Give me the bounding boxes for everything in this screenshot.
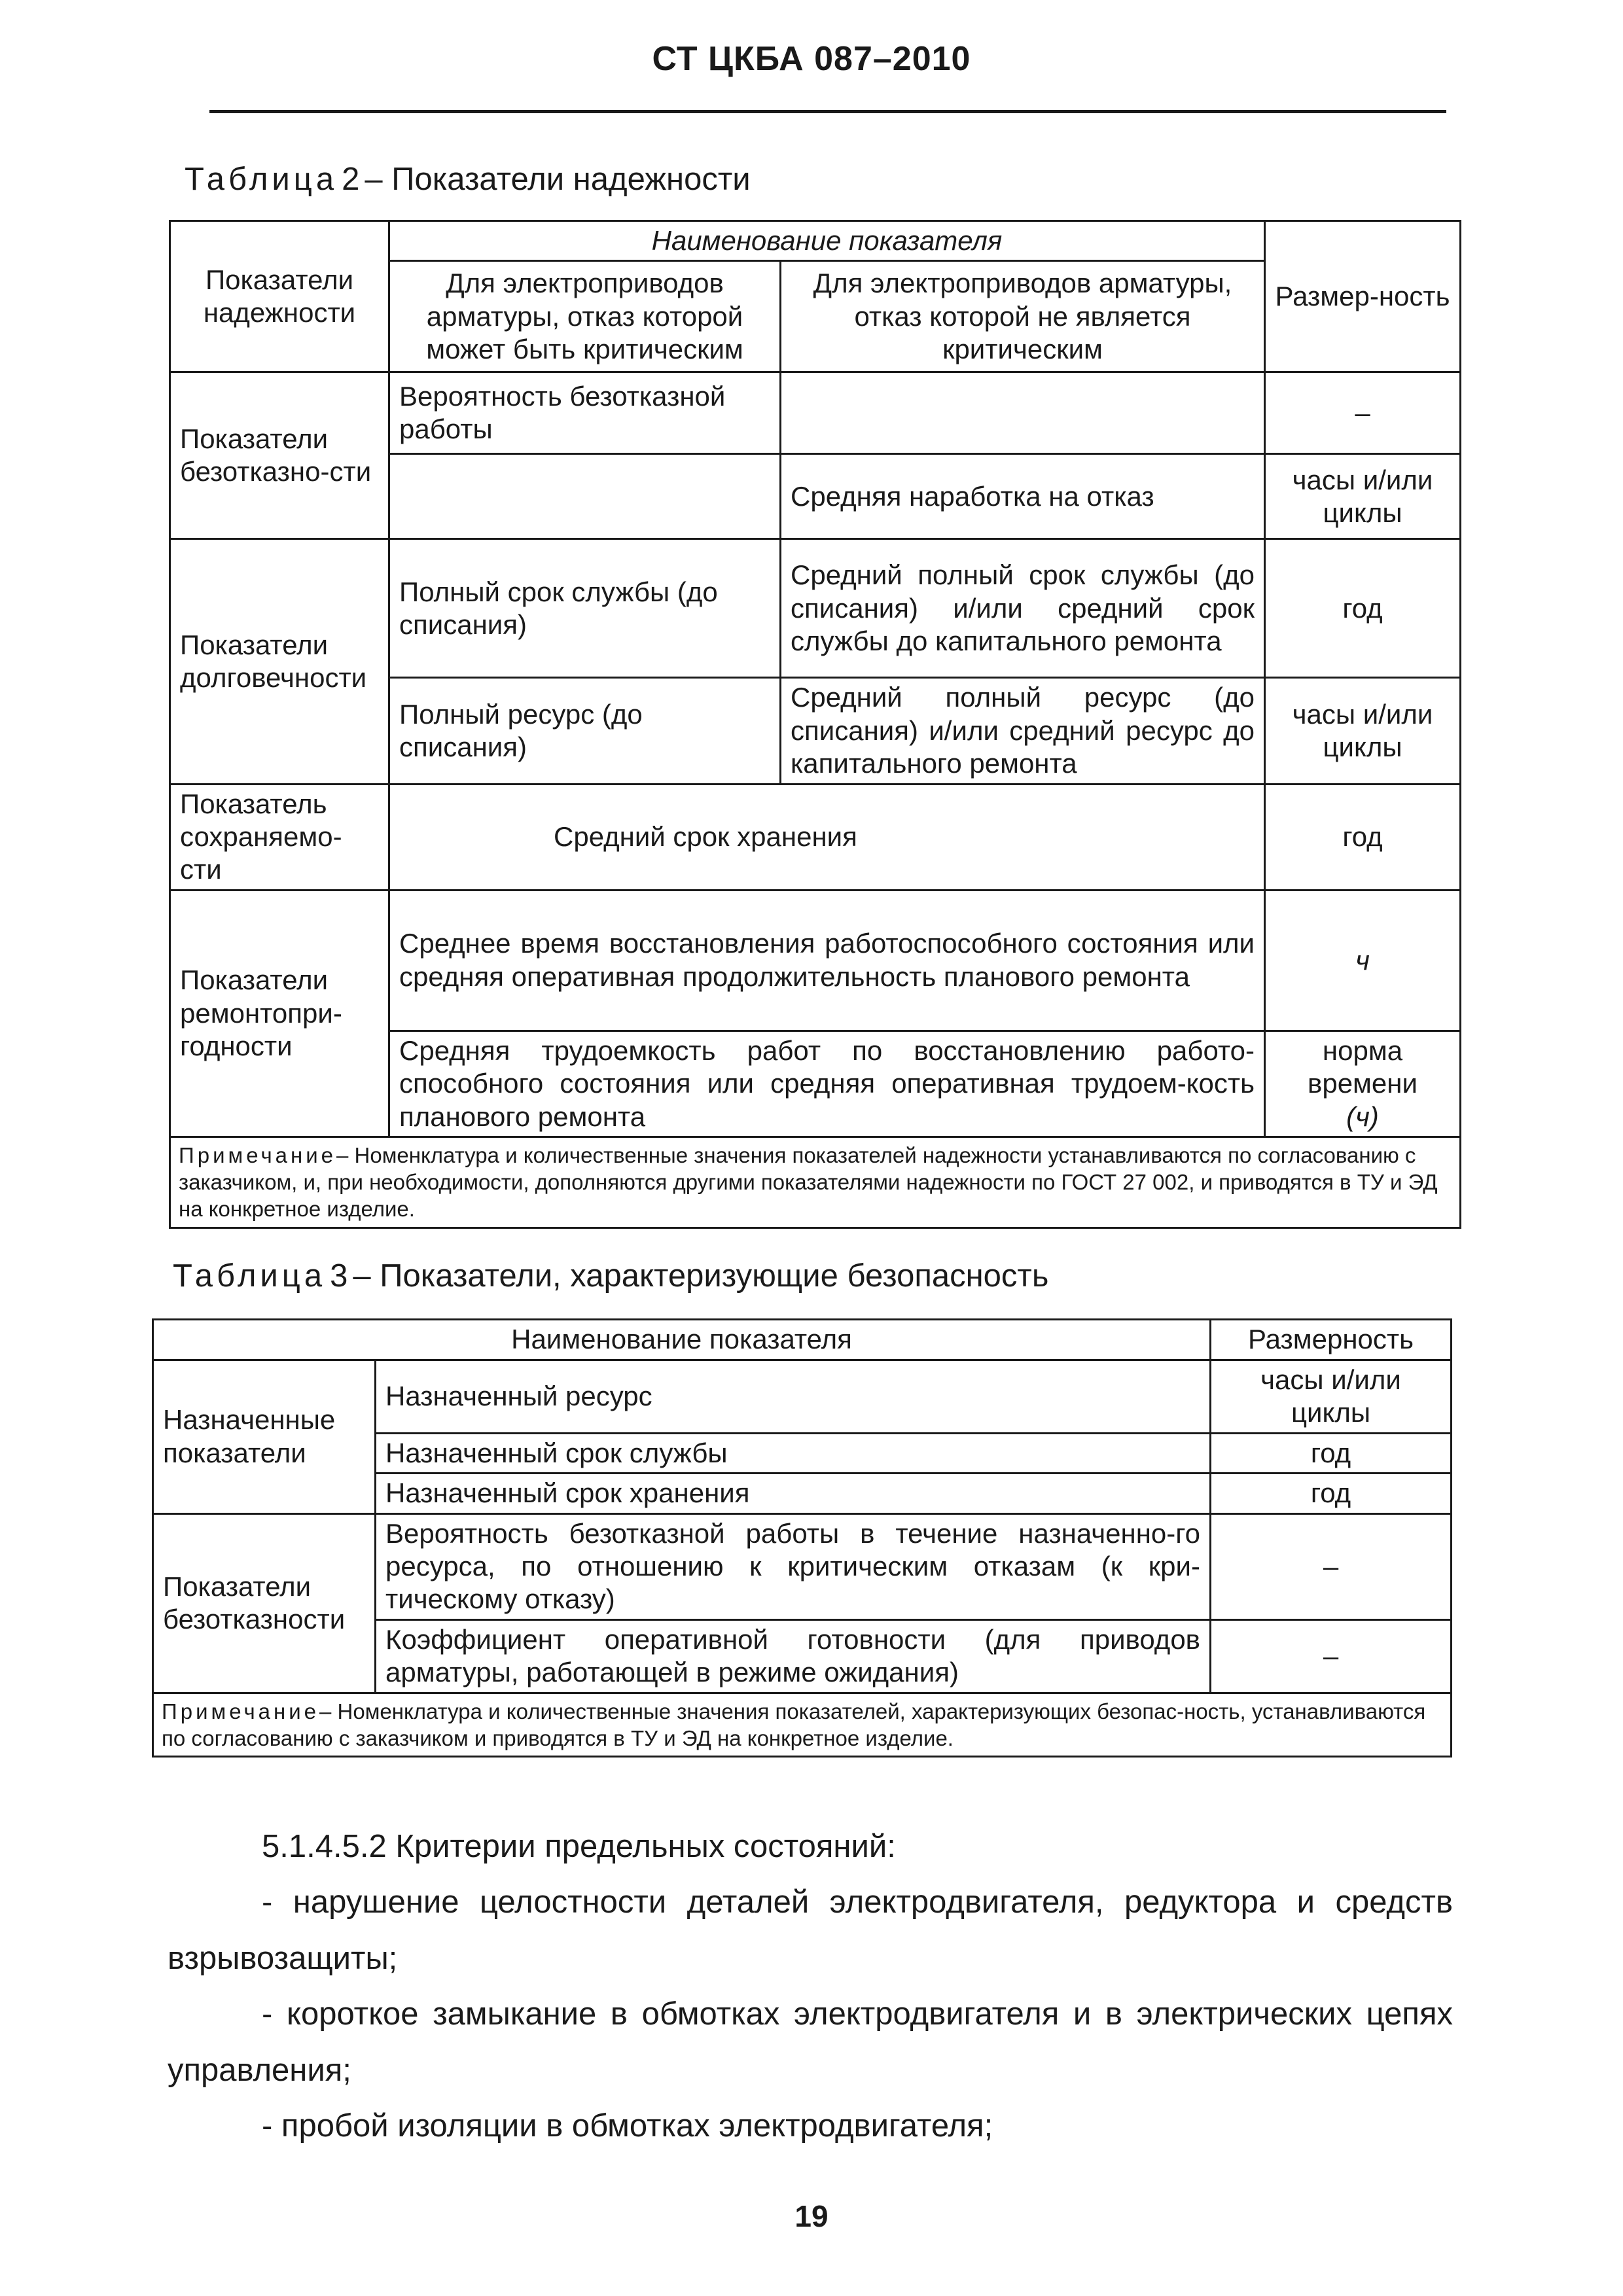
t2-note-text: – Номенклатура и количественные значения показателей надежности устанавливаются по согласованию с заказчиком, и, при необходимости, дополняются другими показателями надежности по ГОСТ 27 002, и приводятся в ТУ и ЭД на конкретное изделие. [179,1142,1438,1222]
table3-caption [173,1258,1048,1294]
criteria-item-3: - пробой изоляции в обмотках электродвигателя; [262,2108,993,2144]
t3-note-text: – Номенклатура и количественные значения показателей, характеризующих безопас-ность, устанавливаются по согласованию с заказчиком и приводятся в ТУ и ЭД на конкретное изделие. [162,1699,1426,1750]
t2-cell-dimension: год [1265,539,1461,678]
t2-row-label-durability: Показатели долговечности [170,539,389,784]
t2-cell: Среднее время восстановления работоспособного состояния или средняя оперативная продолжительность планового ремонта [389,890,1265,1031]
t2-row-label-maintainability: Показатели ремонтопри-годности [170,890,389,1137]
t2-cell: Средний срок хранения [389,784,1265,890]
t2-header-indicators: Показатели надежности [170,221,389,372]
t3-cell: Назначенный ресурс [376,1360,1211,1434]
t2-norm-time-unit: (ч) [1346,1101,1379,1132]
t3-cell: Коэффициент оперативной готовности (для приводов арматуры, работающей в режиме ожидания) [376,1619,1211,1693]
t2-cell: Полный срок службы (до списания) [389,539,781,678]
t2-cell: Средний полный срок службы (до списания) и/или средний срок службы до капитального ремонта [781,539,1265,678]
t2-note [170,1137,1461,1227]
table2-caption [185,161,751,198]
t2-cell-dimension [1265,1031,1461,1137]
criteria-item-2: - короткое замыкание в обмотках электродвигателя и в электрических цепях управления; [168,1996,1453,2088]
t2-header-group: Наименование показателя [389,221,1265,261]
t3-row-label-assigned: Назначенные показатели [153,1360,376,1514]
t2-header-noncritical: Для электроприводов арматуры, отказ которой не является критическим [781,261,1265,372]
t3-note-label: Примечание [162,1699,320,1723]
table3-caption-text: – Показатели, характеризующие безопасность [353,1258,1049,1294]
t2-cell: Средняя наработка на отказ [781,454,1265,539]
criteria-item-1: - нарушение целостности деталей электродвигателя, редуктора и средств взрывозащиты; [168,1884,1453,1976]
t2-cell: Вероятность безотказной работы [389,372,781,454]
t3-cell-dimension: год [1211,1474,1452,1513]
t2-note-label: Примечание [179,1142,337,1167]
t2-row-label-reliability: Показатели безотказно-сти [170,372,389,539]
t2-header-critical: Для электроприводов арматуры, отказ которой может быть критическим [389,261,781,372]
t3-header-dimension: Размерность [1211,1320,1452,1360]
t3-cell: Назначенный срок службы [376,1433,1211,1473]
t2-cell: Средний полный ресурс (до списания) и/или средний ресурс до капитального ремонта [781,678,1265,784]
t3-cell: Назначенный срок хранения [376,1474,1211,1513]
t2-norm-time: норма времени [1308,1034,1418,1099]
table3-caption-number: 3 [330,1258,348,1294]
t2-cell-dimension: – [1265,372,1461,454]
t2-cell-dimension: ч [1265,890,1461,1031]
t2-cell-dimension: год [1265,784,1461,890]
table3-caption-prefix: Таблица [173,1258,327,1294]
t3-cell-dimension: год [1211,1433,1452,1473]
t3-header-name: Наименование показателя [153,1320,1211,1360]
t3-row-label-reliability: Показатели безотказности [153,1513,376,1693]
t3-cell-dimension: часы и/или циклы [1211,1360,1452,1434]
t2-cell [389,454,781,539]
t2-cell [781,372,1265,454]
t3-note [153,1693,1452,1757]
t2-row-label-storability: Показатель сохраняемо-сти [170,784,389,890]
t2-cell-dimension: часы и/или циклы [1265,678,1461,784]
t2-cell: Средняя трудоемкость работ по восстановлению работо-способного состояния или средняя оперативная трудоем-кость планового ремонта [389,1031,1265,1137]
table2-caption-text: – Показатели надежности [365,162,751,197]
t3-cell-dimension: – [1211,1619,1452,1693]
t3-cell: Вероятность безотказной работы в течение назначенно-го ресурса, по отношению к критическим отказам (к кри-тическому отказу) [376,1513,1211,1619]
criteria-heading: 5.1.4.5.2 Критерии предельных состояний: [262,1829,896,1864]
table2-caption-prefix: Таблица [185,162,338,197]
t2-cell: Полный ресурс (до списания) [389,678,781,784]
t2-header-dimension: Размер-ность [1265,221,1461,372]
header-rule [209,110,1446,113]
page-number: 19 [794,2199,829,2233]
table2-caption-number: 2 [342,162,360,197]
t2-cell-dimension: часы и/или циклы [1265,454,1461,539]
document-code-header: СТ ЦКБА 087–2010 [652,40,971,78]
reliability-table [169,220,1461,1229]
safety-table [152,1318,1452,1757]
t3-cell-dimension: – [1211,1513,1452,1619]
